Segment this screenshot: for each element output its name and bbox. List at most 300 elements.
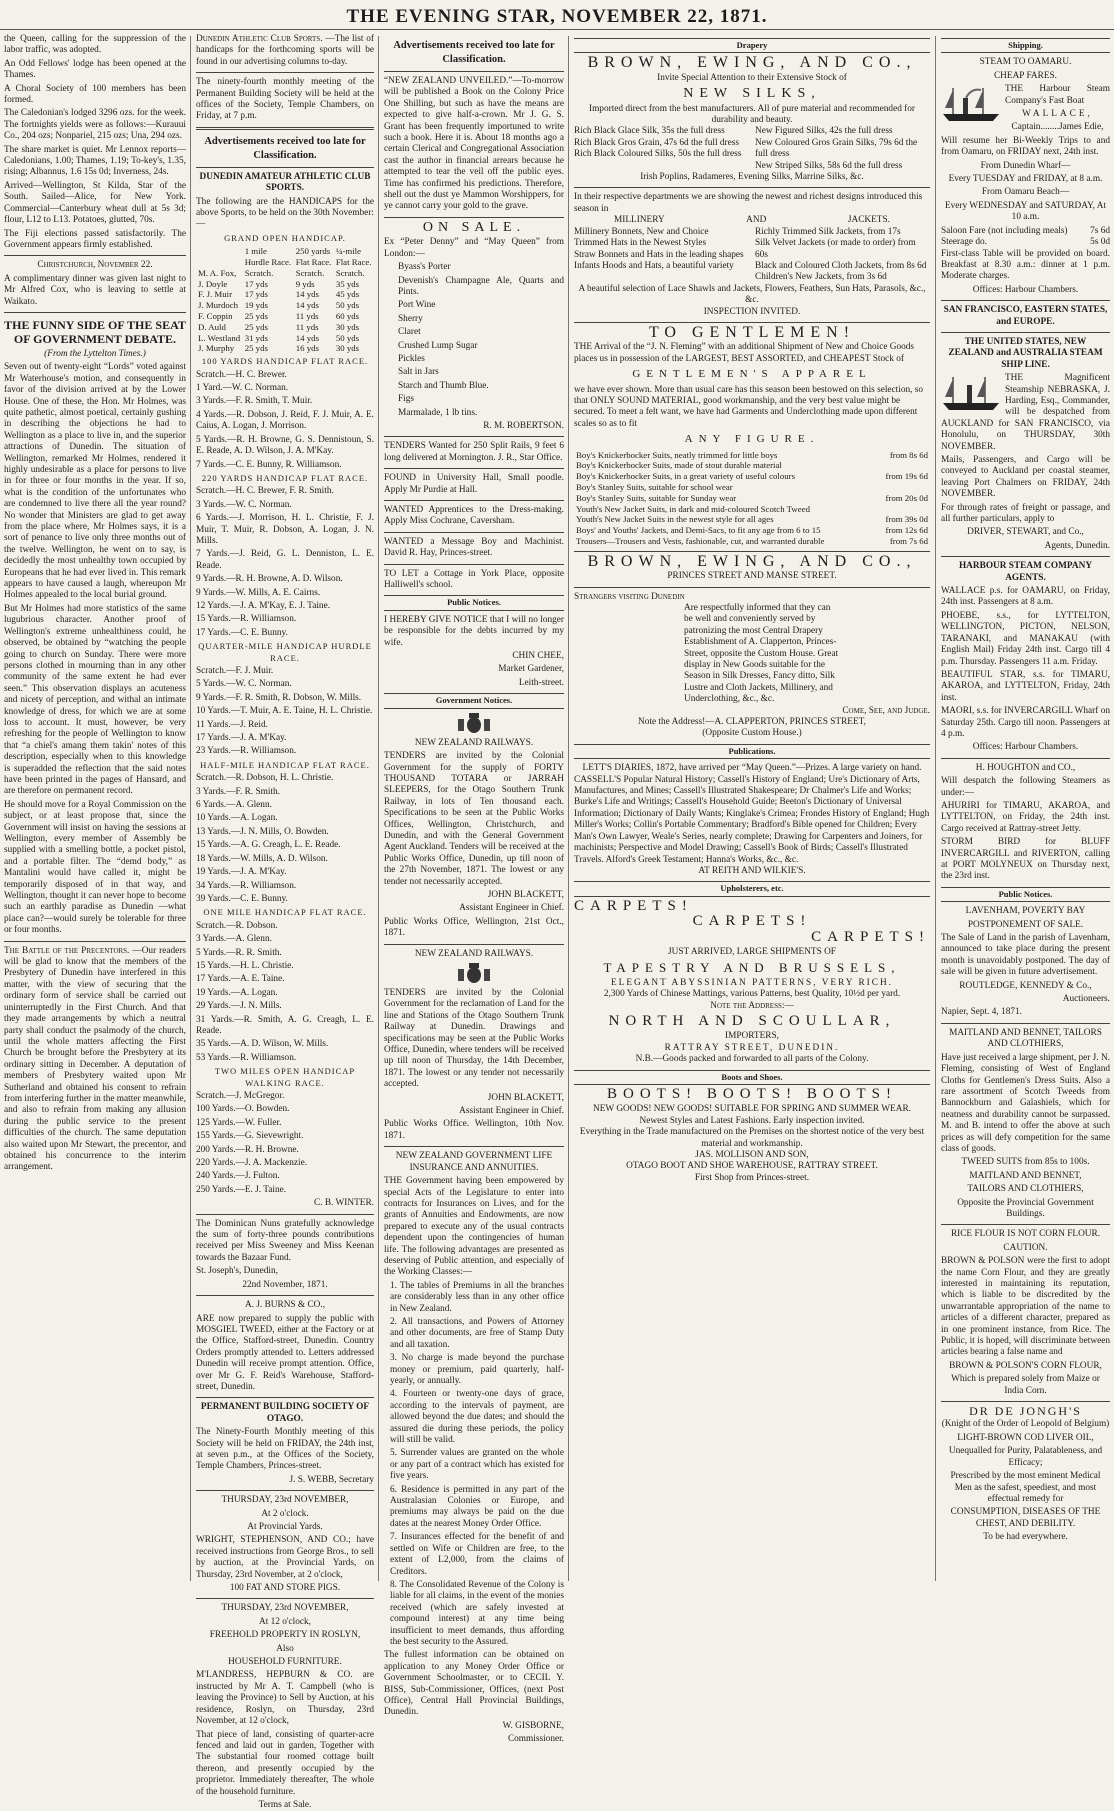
- race-heading: 100 YARDS HANDICAP FLAT RACE.: [201, 356, 369, 367]
- race-entry: 6 Yards.—A. Glenn.: [196, 800, 272, 811]
- race-entry: 17 Yards.—C. E. Bunny.: [196, 627, 288, 638]
- ad-text: TENDERS are invited by the Colonial Government for the supply of FORTY THOUSAND TOTARA or JARRAH SLEEPERS, for the Otago Southern Trunk Railway, in lots of Ten thousand each. Specifications to be seen at the Public Works Offices, Wellington, Christchurch, and Dunedin, and with the General Government Agent Auckland. Tenders will be received at the Public Works Office, Dunedin, up till noon of the 27th November, 1871. The lowest or any tender not necessarily accepted.: [384, 751, 564, 887]
- divider: [384, 532, 564, 533]
- table-row: [574, 482, 930, 493]
- race-heading: TWO MILES OPEN HANDICAP WALKING RACE.: [214, 1066, 356, 1088]
- ad-text: AT REITH AND WILKIE'S.: [698, 865, 806, 876]
- table-row: [574, 504, 930, 515]
- signature: Auctioneers.: [1062, 994, 1110, 1005]
- ad-heading: DR DE JONGH'S: [969, 1404, 1082, 1419]
- ad-text: 2,300 Yards of Chinese Mattings, various Patterns, best Quality, 10½d per yard.: [603, 989, 901, 1000]
- table-header: ¼-mile: [335, 246, 362, 257]
- item-list: [384, 1281, 564, 1649]
- list-item: 8. The Consolidated Revenue of the Colony is liable for all claims, in the event of the monies received (which are safely invested at compound interest) at any time being insufficient to meet demands, thus affording the best security to the Assured.: [390, 1579, 564, 1647]
- news-items: [4, 34, 186, 251]
- table-header: Flat Race.: [295, 257, 332, 268]
- ad-office: Public Works Office. Wellington, 10th Nov. 1871.: [384, 1119, 564, 1141]
- fare-row: [941, 226, 1110, 237]
- sale-terms: Terms at Sale.: [258, 1799, 312, 1810]
- ad-office: Public Works Office, Wellington, 21st Oct., 1871.: [384, 916, 564, 939]
- ad-text: Offices: Harbour Chambers.: [972, 284, 1079, 295]
- sale-item: Claret: [398, 327, 421, 338]
- race-entry: Scratch.—H. C. Brewer.: [196, 369, 287, 380]
- race-entry: 7 Yards.—J. Reid, G. L. Denniston, L. E. Reade.: [196, 549, 374, 571]
- ad-text: Will resume her Bi-Weekly Trips to and from Oamaru, on FRIDAY next, 24th inst.: [941, 135, 1110, 158]
- race-entry: 5 Yards.—W. C. Norman.: [196, 679, 292, 690]
- ad-heading: NORTH AND SCOULLAR,: [608, 1012, 896, 1029]
- table-cell: 30 yds: [335, 343, 360, 354]
- column-1: [4, 34, 186, 1579]
- race-heading: 220 YARDS HANDICAP FLAT RACE.: [201, 472, 369, 483]
- ad-text: Offices: Harbour Chambers.: [972, 742, 1079, 753]
- ad-heading: BROWN, EWING, AND CO.,: [587, 552, 917, 570]
- list-item: Straw Bonnets and Hats in the leading shapes: [574, 249, 744, 260]
- table-row: [574, 514, 930, 525]
- ad-heading: A. J. BURNS & CO.,: [244, 1300, 326, 1311]
- sale-item: Devenish's Champagne Ale, Quarts and Pints.: [398, 275, 564, 297]
- item-list: [384, 262, 564, 419]
- ad-text: First Shop from Princes-street.: [694, 1172, 810, 1183]
- ad-heading: RICE FLOUR IS NOT CORN FLOUR.: [950, 1229, 1101, 1240]
- race-entry: 53 Yards.—R. Williamson.: [196, 1052, 297, 1063]
- ad-text: Are respectfully informed that they can be well and conveniently served by patronizing the most Central Drapery Establishment of A. Clapperton, Princes-Street, opposite the Custom House. Great display in New Goods suitable for the Season in Silk Dresses, Fancy ditto, Silk Lustre and Cloth Jackets, Millinery, and Underclothing, &c., &c.: [684, 602, 839, 705]
- divider: [196, 1397, 374, 1398]
- news-paragraph: the Queen, calling for the suppression of the labor traffic, was adopted.: [4, 34, 186, 56]
- race-entry: 34 Yards.—R. Williamson.: [196, 880, 297, 891]
- ad-heading: CHEAP FARES.: [993, 70, 1058, 81]
- race-entry: 125 Yards.—W. Fuller.: [196, 1117, 282, 1128]
- table-cell: M. A. Fox,: [198, 267, 237, 278]
- news-paragraph: A Choral Society of 100 members has been formed.: [4, 83, 186, 106]
- table-cell: 25 yds: [244, 311, 268, 322]
- signature: R. M. ROBERTSON.: [483, 420, 564, 431]
- sale-item: FREEHOLD PROPERTY IN ROSLYN,: [209, 1630, 361, 1641]
- race-entry: 15 Yards.—R. Williamson.: [196, 614, 297, 625]
- ad-text: NEW GOODS! NEW GOODS! SUITABLE FOR SPRING AND SUMMER WEAR.: [593, 1104, 911, 1115]
- fare-value: 7s 6d: [1090, 225, 1110, 236]
- race-entry: 100 Yards.—O. Bowden.: [196, 1104, 290, 1115]
- ad-text: Will despatch the following Steamers as under:—: [941, 776, 1110, 798]
- masthead: THE EVENING STAR, NOVEMBER 22, 1871.: [0, 0, 1114, 30]
- ad-heading: CARPETS!: [692, 913, 812, 930]
- divider: [4, 312, 186, 313]
- ad-heading: TO GENTLEMEN!: [648, 323, 856, 341]
- race-entry: 9 Yards.—W. Mills, A. E. Cairns.: [196, 587, 321, 598]
- race-entry: 29 Yards.—J. N. Mills.: [196, 1001, 282, 1012]
- ad-heading: CARPETS!: [811, 928, 930, 945]
- ad-heading: POSTPONEMENT OF SALE.: [967, 919, 1084, 930]
- signature: JOHN BLACKETT,: [487, 889, 564, 900]
- signature: ROUTLEDGE, KENNEDY & Co.,: [959, 980, 1092, 991]
- divider: [384, 1146, 564, 1147]
- signature: Commissioner.: [507, 1734, 564, 1745]
- item-description: Youth's New Jacket Suits, in dark and mid-coloured Scotch Tweed: [576, 503, 810, 514]
- divider: [574, 322, 930, 323]
- ad-text: Prescribed by the most eminent Medical Men as the safest, speediest, and most effectual remedy for: [950, 1471, 1101, 1504]
- divider: [384, 468, 564, 469]
- table-cell: J. Murphy: [198, 343, 235, 354]
- fare-row: [941, 237, 1110, 248]
- section-label: Public Notices.: [384, 595, 564, 610]
- race-entry: 19 Yards.—A. Logan.: [196, 987, 278, 998]
- divider: [4, 941, 186, 942]
- divider: [196, 1214, 374, 1215]
- table-cell: 14 yds: [295, 300, 319, 311]
- sale-date: THURSDAY, 23rd NOVEMBER,: [221, 1603, 349, 1614]
- fare-value: 5s 0d: [1090, 237, 1110, 248]
- race-entry: 31 Yards.—R. Smith, A. G. Creagh, L. E. Reade.: [196, 1014, 374, 1036]
- table-row: [574, 536, 930, 547]
- divider: [384, 436, 564, 437]
- ad-heading: CARPETS!: [574, 897, 693, 914]
- news-paragraph: The ninety-fourth monthly meeting of the Permanent Building Society will be held at the offices of the Society, Temple Chambers, on Friday, at 7 p.m.: [196, 77, 374, 122]
- table-header: 1 mile: [244, 246, 267, 257]
- race-entry: 1 Yard.—W. C. Norman.: [196, 383, 289, 394]
- ad-address: OTAGO BOOT AND SHOE WAREHOUSE, RATTRAY STREET.: [626, 1161, 878, 1172]
- item-description: Boy's Knickerbocker Suits, in a great variety of useful colours: [576, 471, 796, 482]
- divider: [384, 217, 564, 218]
- column-rule: [568, 36, 569, 1581]
- race-entry: Scratch.—R. Dobson, H. L. Christie.: [196, 773, 334, 784]
- race-list: [196, 1091, 374, 1196]
- divider: [384, 944, 564, 945]
- race-heading: QUARTER-MILE HANDICAP HURDLE RACE.: [198, 641, 372, 663]
- race-entry: 19 Yards.—J. A. M'Kay.: [196, 867, 287, 878]
- steamship-icon: [941, 84, 1001, 124]
- signature: W. GISBORNE,: [502, 1720, 564, 1731]
- list-item: Millinery Bonnets, New and Choice: [574, 226, 709, 237]
- fare-label: Steerage do.: [941, 237, 987, 248]
- table-cell: J. Murdoch: [198, 300, 239, 311]
- sale-location: At Provincial Yards.: [247, 1522, 323, 1532]
- ad-text: The fullest information can be obtained on application to any Money Order Office or Government Schoolmaster, or to CECIL Y. BISS, Sub-Commissioner, Offices, (next Post Office), Central Hall Provincial Buildings, Dunedin.: [384, 1650, 564, 1718]
- item-price: [875, 482, 930, 493]
- race-entry: Scratch.—F. J. Muir.: [196, 666, 274, 676]
- table-cell: F. J. Muir: [198, 289, 233, 300]
- ad-address: RATTRAY STREET, DUNEDIN.: [664, 1042, 840, 1053]
- divider: [4, 255, 186, 256]
- ad-heading: ANY FIGURE.: [684, 433, 820, 446]
- ad-text: LETT'S DIARIES, 1872, have arrived per “May Queen.”—Prizes. A large variety on hand.: [582, 763, 922, 774]
- table-cell: 30 yds: [335, 321, 360, 332]
- item-description: Boy's Knickerbocker Suits, made of stout durable material: [576, 460, 782, 471]
- table-cell: 14 yds: [295, 332, 319, 343]
- table-row: [196, 333, 374, 344]
- table-row: [574, 450, 930, 461]
- ad-heading: TAILORS AND CLOTHIERS,: [967, 1184, 1084, 1195]
- ad-text: STORM BIRD for BLUFF INVERCARGILL and RIVERTON, calling at PORT MOLYNEUX on Thursday next, the 23rd inst.: [941, 837, 1110, 882]
- table-cell: J. Doyle: [198, 278, 228, 289]
- ad-text: TENDERS Wanted for 250 Split Rails, 9 feet 6 long delivered at Mornington. J. R., Star Office.: [384, 441, 564, 463]
- race-list: [196, 921, 374, 1064]
- heading-part: MILLINERY: [614, 215, 665, 226]
- ship-name: WALLACE,: [1022, 109, 1093, 120]
- ad-text: BEAUTIFUL STAR, s.s. for TIMARU, AKAROA, and LYTTELTON, Friday, 24th inst.: [941, 669, 1110, 703]
- signature: DRIVER, STEWART, and Co.,: [967, 527, 1084, 538]
- ad-heading: CAUTION.: [1003, 1242, 1048, 1253]
- divider: [574, 587, 930, 588]
- ad-text: From Dunedin Wharf—: [980, 160, 1071, 171]
- ad-text: PHOEBE, s.s., for LYTTELTON, WELLINGTON, PICTON, NELSON, TARANAKI, and MANAKAU (with English Mail) Friday 24th inst. Cargo till 4 p.m. Thursday. Passengers 11 a.m. Friday.: [941, 610, 1110, 667]
- race-entry: 15 Yards.—A. G. Creagh, L. E. Reade.: [196, 840, 341, 851]
- table-cell: 60 yds: [335, 311, 360, 322]
- race-entry: 39 Yards.—C. E. Bunny.: [196, 893, 288, 904]
- list-item: 7. Insurances effected for the benefit of and settled on Wife or Children are free, to the extent of L2,000, from the claims of Creditors.: [390, 1532, 564, 1577]
- news-paragraph: The Caledonian's lodged 3296 ozs. for the week. The fortnights yields were as follows:—Kurauui Co., 204 ozs; Nonpariel, 215 ozs; Una, 294 ozs.: [4, 108, 186, 142]
- table-cell: Scratch.: [244, 267, 274, 278]
- list-item: 3. No charge is made beyond the purchase money or premium, paid quarterly, half-yearly, or annually.: [390, 1353, 564, 1386]
- ad-text: The Dominican Nuns gratefully acknowledge the sum of forty-three pounds contributions received per Miss Sweeney and Miss Keenan towards the Bazaar Fund.: [196, 1218, 374, 1263]
- item-description: Boy's Stanley Suits, suitable for school wear: [576, 481, 733, 492]
- list-item: 4. Fourteen or twenty-one days of grace, according to the intervals of payment, are allowed beyond the due dates; and should the assured die during these periods, the policy will still be valid.: [390, 1389, 564, 1446]
- ad-heading: SAN FRANCISCO, EASTERN STATES, and EUROPE.: [943, 305, 1108, 327]
- ad-text: WALLACE p.s. for OAMARU, on Friday, 24th inst. Passengers at 8 a.m.: [941, 586, 1110, 608]
- race-entry: 220 Yards.—J. A. Mackenzie.: [196, 1158, 308, 1169]
- ad-date: Napier, Sept. 4, 1871.: [941, 1007, 1022, 1018]
- signature: JOHN BLACKETT,: [487, 1092, 564, 1103]
- signature: CHIN CHEE,: [512, 651, 564, 662]
- divider: [196, 1598, 374, 1599]
- race-entry: Scratch.—R. Dobson.: [196, 920, 278, 931]
- divider: [574, 551, 930, 552]
- news-paragraph: Arrived—Wellington, St Kilda, Star of the South. Sailed—Alice, for New York. Commercial—Canterbury wheat dull at 5s 3d; flour, L12 to L13. Potatoes, glutted, 70s.: [4, 180, 186, 226]
- table-cell: 35 yds: [335, 278, 360, 289]
- ad-text: Note the Address:—: [710, 1000, 794, 1011]
- table-row: [196, 289, 374, 300]
- sale-item: HOUSEHOLD FURNITURE.: [228, 1657, 342, 1668]
- heading-part: AND: [746, 215, 767, 226]
- race-list: [196, 370, 374, 471]
- table-row: [196, 300, 374, 311]
- race-entry: 11 Yards.—J. Reid.: [196, 719, 268, 730]
- ad-text: Opposite the Provincial Government Buildings.: [957, 1197, 1094, 1219]
- ad-text: To be had everywhere.: [983, 1532, 1068, 1543]
- ad-text: M'LANDRESS, HEPBURN & CO. are instructed by Mr A. T. Campbell (who is leaving the Province) to Sell by Auction, at his residence, Roslyn, on Thursday, 23rd November, at 12 o'clock,: [196, 1670, 374, 1727]
- table-cell: 25 yds: [244, 321, 268, 332]
- list-item: Rich Black Glace Silk, 35s the full dress: [574, 126, 725, 137]
- ad-text: WANTED Apprentices to the Dress-making. Apply Miss Cochrane, Caversham.: [384, 505, 564, 527]
- sale-item: 100 FAT AND STORE PIGS.: [229, 1583, 341, 1594]
- item-price: from 12s 6d: [885, 525, 928, 536]
- item-price: [875, 504, 930, 515]
- table-header: 250 yards: [295, 246, 331, 257]
- heading-part: JACKETS.: [847, 215, 890, 226]
- divider: [941, 1224, 1110, 1225]
- article-paragraph: But Mr Holmes had more statistics of the same lugubrious character. Another proof of Wellington's extreme unhealthiness could, he observed, be obtained by “watching the people going to church on Sunday. There were more persons clothed in mourning than in any other community of the same extent he had ever seen.” This observation displays an acuteness and nicety of perception, and withal an intimate knowledge of dress, for which we are at some loss to account. It must, however, be very refreshing for the people of Wellington to know that “a chiel's amang them takin' notes of this description, especially when to this knowledge is superadded the reflection that the said notes have been printed in the pages of Hansard, and are therefore on permanent record.: [4, 603, 186, 797]
- ad-text: FOUND in University Hall, Small poodle. Apply Mr Purdie at Hall.: [384, 473, 564, 495]
- article-paragraph: Seven out of twenty-eight “Lords” voted against Mr Waterhouse's motion, and consequently in favor of the division arrived at by the Lower House. One of these, the Hon. Mr Holmes, was quite pathetic, almost poetical, certainly gushing in describing the objections he had to Wellington as a place to live in, and the superior attractions of Dunedin. The situation of Wellington, remarked Mr Holmes, rendered it highly undesirable as a place for persons to live in for three or four months in the year. If so, what is the condition of the unfortunates who are condemned to live there all the year round? No wonder that Ministers are glad to get away from the place where, Mr Holmes says, it is a sort of penance to live only three months out of the twelve. Wellington, he went on to say, is decidedly the most unhealthy town occupied by Europeans that he had ever lived in. This remark appears to have caused a laugh, whereupon Mr Holmes appealed to the local burial ground.: [4, 362, 186, 601]
- column-2: [196, 34, 375, 1810]
- table-row: [196, 311, 374, 322]
- article-body: [4, 362, 186, 936]
- ad-heading: NEW ZEALAND RAILWAYS.: [414, 948, 534, 959]
- ad-text: The following are the HANDICAPS for the above Sports, to be held on the 30th November:—: [196, 196, 374, 230]
- section-label: Publications.: [574, 744, 930, 759]
- ad-text: TO LET a Cottage in York Place, opposite Halliwell's school.: [384, 568, 564, 591]
- ad-text: WRIGHT, STEPHENSON, AND CO.; have received instructions from George Bros., to sell by auction, at the Provincial Yards, on Thursday, 23rd November, at 2 o'clock,: [196, 1535, 374, 1580]
- ad-text: TENDERS are invited by the Colonial Government for the reclamation of Land for the line and Stations of the Otago Southern Trunk Railway at Dunedin. Drawings and specifications may be seen at the Public Works Office, Dunedin, where tenders will be received up till noon of Thursday, the 14th December, 1871. The lowest or any tender not necessarily accepted.: [384, 988, 564, 1090]
- race-entry: 13 Yards.—J. N. Mills, O. Bowden.: [196, 826, 329, 837]
- ad-text: TWEED SUITS from 85s to 100s.: [961, 1157, 1090, 1168]
- sale-item: Byass's Porter: [398, 262, 451, 273]
- paragraph-body: —Our readers will be glad to know that the members of the Presbytery of Dunedin have interfered in this matter, with the view of securing that the ordinary form of service shall be carried out uninterruptedly in the First Church. And that they made arrangements by which a neutral party shall conduct the psalmody of the church, until the whole matters affecting the First Church be brought before the Presbytery at its ordinary sitting in December. A deputation of members of Presbytery waited upon Mr Sutherland and obtained his consent to refrain from interfering further in the matter meanwhile, and also to refrain from making any allusion during the public service to the present difficulties of the church. The same deputation also waited upon Mr Stewart, the precentor, and obtained his concurrence to the interim arrangement.: [4, 945, 187, 1173]
- dateline: Christchurch, November 22.: [37, 260, 153, 271]
- sale-time: At 12 o'clock,: [258, 1616, 312, 1627]
- table-cell: 19 yds: [244, 300, 268, 311]
- ad-heading: TAPESTRY AND BRUSSELS,: [603, 960, 901, 976]
- ad-address: Note the Address!—A. CLAPPERTON, PRINCES STREET,: [638, 717, 866, 728]
- ad-heading: PERMANENT BUILDING SOCIETY OF OTAGO.: [200, 1402, 370, 1424]
- divider: [941, 1023, 1110, 1024]
- section-label: Public Notices.: [941, 887, 1110, 902]
- price-table: [574, 450, 930, 547]
- ad-heading: THE UNITED STATES, NEW ZEALAND and AUSTRALIA STEAM SHIP LINE.: [948, 336, 1103, 370]
- paragraph-title: Dunedin Athletic Club Sports.: [196, 34, 323, 44]
- column-rule: [378, 36, 379, 1581]
- ad-text: BROWN & POLSON were the first to adopt the name Corn Flour, and they are greatly interested in maintaining its reputation, which is liable to be discredited by the unwarrantable appropriation of the name to articles of a different character, prepared as in one prominent instance, from Rice. The Public, it is hoped, will discriminate between articles bearing a false name and: [941, 1256, 1110, 1358]
- sale-item: Figs: [398, 394, 415, 405]
- millinery-heading: [574, 215, 930, 226]
- handicap-table: [196, 246, 374, 354]
- divider: [384, 500, 564, 501]
- royal-arms-icon: [454, 713, 494, 735]
- divider: [574, 187, 930, 188]
- paragraph-body: —The list of handicaps for the forthcoming sports will be found in our advertising columns to-day.: [196, 34, 375, 67]
- race-entry: 3 Yards.—W. C. Norman.: [196, 499, 292, 510]
- section-label: Drapery: [574, 38, 930, 53]
- table-cell: 50 yds: [335, 300, 360, 311]
- section-label: Shipping.: [941, 38, 1110, 53]
- ad-text: For through rates of freight or passage, and all further particulars, apply to: [941, 502, 1110, 525]
- list-item: Silk Velvet Jackets (or made to order) from 60s: [755, 238, 916, 260]
- race-list: [196, 773, 374, 905]
- ad-text: WANTED a Message Boy and Machinist. David R. Hay, Princes-street.: [384, 536, 564, 559]
- signature: Leith-street.: [518, 677, 564, 688]
- item-description: Trousers—Trousers and Vests, fashionable, cut, and warranted durable: [576, 535, 825, 546]
- item-price: from 20s 0d: [885, 492, 928, 503]
- table-row: [196, 322, 374, 333]
- ad-text: Have just received a large shipment, per J. N. Fleming, consisting of West of England Cloths for Gentlemen's Dress Suits. Also a rare assortment of Scotch Tweeds from Bannockburn and Galashiels, which for neatness and durability cannot be surpassed. M. and B. intend to offer the above at such prices as will defy competition for the same class of goods.: [941, 1052, 1110, 1154]
- sale-also: Also: [276, 1643, 294, 1654]
- ad-text: THE Arrival of the “J. N. Fleming” with an additional Shipment of New and Choice Goods places us in possession of the LARGEST, BEST ASSORTED, and CHEAPEST Stock of: [574, 342, 915, 364]
- ad-heading: CONSUMPTION, DISEASES OF THE CHEST, AND DEBILITY.: [950, 1507, 1101, 1529]
- section-label: Government Notices.: [384, 693, 564, 708]
- table-cell: 17 yds: [244, 278, 268, 289]
- fare-label: Saloon Fare (not including meals): [941, 225, 1068, 236]
- divider: [196, 127, 374, 130]
- ad-heading: MAITLAND AND BENNET,: [969, 1170, 1082, 1181]
- list-item: 2. All transactions, and Powers of Attorney and other documents, are free of Stamp Duty and all taxation.: [390, 1316, 564, 1350]
- ad-text: we have ever shown. More than usual care has this season been bestowed on this selection, so that ONLY SOUND MATERIAL, good workmanship, and the very best value might be secured. To meet a felt want, we have had Garments and Underclothing made upon different scales so as to fit: [574, 384, 924, 429]
- table-cell: 9 yds: [295, 278, 315, 289]
- ad-heading: LAVENHAM, POVERTY BAY: [965, 906, 1086, 917]
- table-cell: 50 yds: [335, 332, 360, 343]
- ad-text: Every WEDNESDAY and SATURDAY, At 10 a.m.: [944, 200, 1107, 223]
- ad-text: ELEGANT ABYSSINIAN PATTERNS, VERY RICH.: [610, 977, 894, 988]
- ad-text: “NEW ZEALAND UNVEILED.”—To-morrow will be published a Book on the Colony Price One Shilling, but such as have the means are expected to give half-a-crown. Mr J. G. S. Grant has been frequently importuned to write such a book. Here it is. About 18 months ago a certain Clerical and Congregational Association cast the author in financial arrears because he attempted to tear the veil off the public eyes. Time has confirmed his predictions. Therefore, shell out the dust ye Mammon Worshippers, for ye cannot carry your gold to the grave.: [384, 76, 564, 212]
- list-item: 5. Surrender values are granted on the whole or any part of a contract which has existed for five years.: [390, 1448, 564, 1482]
- ad-text: Which is prepared solely from Maize or India Corn.: [951, 1374, 1100, 1396]
- ad-address: (Opposite Custom House.): [702, 728, 802, 739]
- ad-text: Strangers visiting Dunedin: [574, 591, 685, 602]
- race-entry: 17 Yards.—A. E. Taine.: [196, 974, 285, 985]
- ad-heading: MAITLAND AND BENNET, TAILORS AND CLOTHIERS,: [949, 1027, 1102, 1050]
- list-item: New Coloured Gros Grain Silks, 79s 6d the full dress: [755, 137, 918, 160]
- ad-text: AHURIRI for TIMARU, AKAROA, and LYTTELTON, on Friday, the 24th inst. Cargo received at Rattray-street Jetty.: [941, 800, 1110, 834]
- table-row: [196, 268, 374, 279]
- race-entry: 3 Yards.—F. R. Smith.: [196, 786, 280, 797]
- divider: [941, 300, 1110, 301]
- divider: [941, 758, 1110, 759]
- race-list: [196, 666, 374, 758]
- item-price: from 7s 6d: [889, 535, 928, 546]
- section-label: Boots and Shoes.: [574, 1070, 930, 1085]
- paragraph-title: The Battle of the Precentors.: [4, 945, 130, 956]
- sale-time: At 2 o'clock.: [261, 1508, 309, 1519]
- table-cell: 16 yds: [295, 343, 319, 354]
- sale-item: Pickles: [398, 353, 425, 364]
- sale-item: Marmalade, 1 lb tins.: [398, 407, 478, 418]
- ad-text: THE Harbour Steam Company's Fast Boat: [1005, 84, 1110, 106]
- list-item: Infants Hoods and Hats, a beautiful variety: [574, 260, 734, 271]
- list-item: Richly Trimmed Silk Jackets, from 17s: [755, 226, 901, 237]
- ad-text: In their respective departments we are showing the newest and richest designs introduced this season in: [574, 192, 923, 214]
- divider: [384, 71, 564, 72]
- silk-list: [574, 126, 930, 172]
- divider: [384, 564, 564, 565]
- race-entry: 15 Yards.—H. L. Christie.: [196, 960, 294, 971]
- race-entry: 6 Yards.—J. Morrison, H. L. Christie, F. J. Muir, T. Muir, R. Dobson, A. Logan, J. N. Mills.: [196, 513, 374, 546]
- item-price: from 39s 0d: [885, 514, 928, 525]
- ad-text: THE Magnificent Steamship NEBRASKA, J. Harding, Esq., Commander, will be despatched from AUCKLAND for SAN FRANCISCO, via Honolulu, on THURSDAY, 30th NOVEMBER.: [941, 373, 1110, 452]
- ad-heading: DUNEDIN AMATEUR ATHLETIC CLUB SPORTS.: [199, 171, 371, 194]
- sale-item: Starch and Thumb Blue.: [398, 380, 489, 391]
- table-cell: 45 yds: [335, 289, 360, 300]
- item-description: Youth's New Jacket Suits in the newest style for all ages: [576, 514, 774, 525]
- ad-text: Come, See, and Judge.: [842, 705, 930, 716]
- divider: [196, 1295, 374, 1296]
- list-item: Trimmed Hats in the Newest Styles: [574, 238, 707, 249]
- ad-heading: BROWN & POLSON'S CORN FLOUR,: [949, 1360, 1102, 1371]
- ad-heading: NEW ZEALAND GOVERNMENT LIFE INSURANCE AND ANNUITIES.: [395, 1151, 553, 1173]
- race-entry: 12 Yards.—J. A. M'Kay, E. J. Taine.: [196, 600, 331, 611]
- race-heading: HALF-MILE HANDICAP FLAT RACE.: [200, 759, 370, 770]
- item-description: Boys' and Youths' Jackets, and Demi-Sacs, to fit any age from 6 to 15: [576, 525, 821, 536]
- item-description: Boy's Knickerbocker Suits, neatly trimmed for little boys: [576, 449, 778, 460]
- ad-heading: STEAM TO OAMARU.: [979, 57, 1072, 68]
- ad-text: Everything in the Trade manufactured on the Premises on the shortest notice of the very best material and workmanship.: [579, 1127, 925, 1149]
- section-label: Upholsterers, etc.: [574, 881, 930, 896]
- ad-heading: NEW ZEALAND RAILWAYS.: [414, 737, 534, 748]
- table-cell: 25 yds: [244, 343, 268, 354]
- ad-heading: ON SALE.: [422, 219, 526, 235]
- ad-text: Irish Poplins, Radameres, Evening Silks, Marrine Silks, &c.: [640, 172, 864, 183]
- divider: [196, 167, 374, 168]
- divider: [941, 332, 1110, 333]
- ad-text: N.B.—Goods packed and forwarded to all parts of the Colony.: [635, 1054, 869, 1065]
- ad-address: PRINCES STREET AND MANSE STREET.: [667, 571, 837, 582]
- ad-text: THE Government having been empowered by special Acts of the Legislature to enter into contracts for Insurances on Lives, and for the grants of Annuities and Endowments, are now prepared to execute any of the usual contracts dependent upon the contingencies of human life. The following advantages are presented as deserving of Public attention, and especially of the Working Classes:—: [384, 1176, 564, 1278]
- news-paragraph: The share market is quiet. Mr Lennox reports—Caledonians, 1.00; Thames, 1.19; To-key's, 1.35, rising; Albannus, 1.6 15s 0d; Inverness, 24s.: [4, 144, 186, 178]
- ad-text: INSPECTION INVITED.: [703, 306, 801, 317]
- column-rule: [190, 36, 191, 1581]
- ad-heading: HARBOUR STEAM COMPANY AGENTS.: [958, 561, 1093, 583]
- ad-text: The Sale of Land in the parish of Lavenham, announced to take place during the present month is unavoidably postponed. The day of sale will be given in future advertisement.: [941, 933, 1110, 978]
- ad-text: I HEREBY GIVE NOTICE that I will no longer be responsible for the debts incurred by my wife.: [384, 614, 564, 648]
- list-item: Children's New Jackets, from 3s 6d: [755, 272, 887, 283]
- ad-heading: NEW SILKS,: [683, 86, 821, 102]
- news-paragraph: An Odd Fellows' lodge has been opened at the Thames.: [4, 58, 186, 81]
